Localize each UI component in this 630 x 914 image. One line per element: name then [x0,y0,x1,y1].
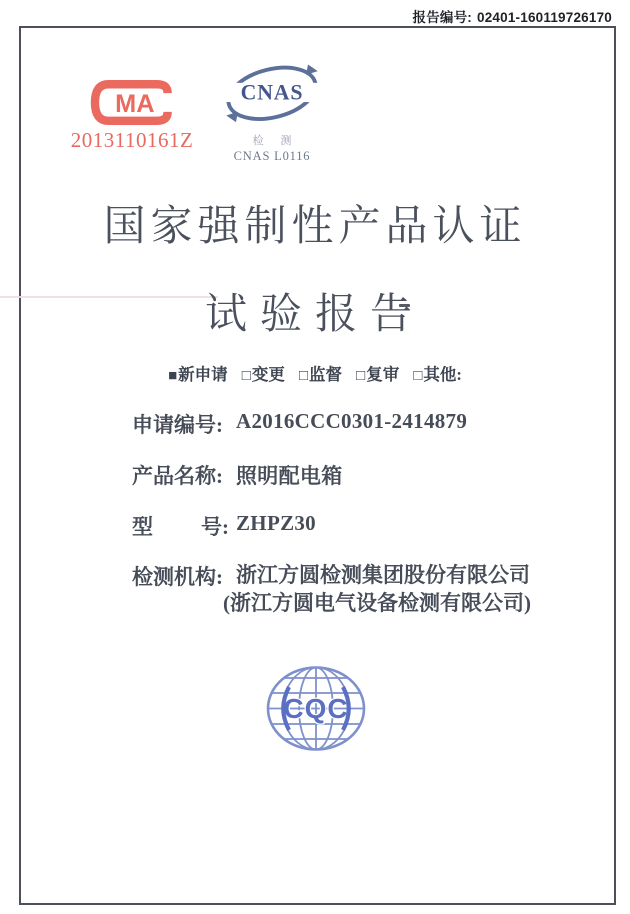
checkbox-empty-icon: □ [356,368,366,384]
cma-mark-icon [87,78,177,127]
field-test-org [132,561,531,617]
option-supervision [299,361,342,385]
cnas-logo [224,60,320,164]
checkbox-filled-icon: ■ [168,368,178,384]
cnas-mark-icon [224,60,320,131]
checkbox-empty-icon: □ [241,368,251,384]
test-org-line1: 浙江方圆检测集团股份有限公司 [236,563,530,587]
field-value: ZHPZ30 [236,511,316,535]
option-change [242,361,285,385]
field-value: A2016CCC0301-2414879 [236,409,468,433]
field-label: 产品名称: [132,464,223,488]
option-new-application [168,361,228,385]
option-label: 变更 [251,365,285,384]
report-number-label: 报告编号: [412,10,472,25]
cnas-letters: CNAS [240,80,304,105]
field-label: 申请编号: [132,413,223,437]
cnas-caption: 检 测 [252,135,299,147]
cnas-accreditation-number: CNAS L0116 [233,149,311,163]
report-number-value: 02401-160119726170 [477,10,612,25]
application-type-row [0,361,630,385]
option-review [356,361,399,385]
checkbox-empty-icon: □ [413,368,423,384]
option-label: 复审 [366,365,400,384]
field-product-name [132,460,343,490]
cqc-letters: CQC [283,693,349,724]
field-label-part: 号: [201,515,229,539]
sub-title: 试验报告 [204,292,425,338]
option-label: 其他: [423,365,462,384]
report-number [413,6,613,26]
option-other [413,361,462,385]
main-title: 国家强制性产品认证 [103,204,527,250]
cqc-logo [266,664,366,753]
option-label: 新申请 [178,365,228,384]
cma-logo [70,78,194,153]
cqc-globe-icon [266,664,366,753]
field-application-no [132,409,467,439]
cma-letters: MA [115,89,155,118]
field-label-part: 型 [132,515,153,539]
field-value [223,561,531,617]
field-value: 照明配电箱 [236,464,343,488]
checkbox-empty-icon: □ [298,368,309,384]
option-label: 监督 [309,365,343,384]
cma-cert-number: 2013110161Z [70,128,194,152]
field-model [132,511,316,541]
test-org-line2: (浙江方圆电气设备检测有限公司) [223,591,531,615]
field-label [132,511,229,541]
field-label: 检测机构: [132,565,223,589]
